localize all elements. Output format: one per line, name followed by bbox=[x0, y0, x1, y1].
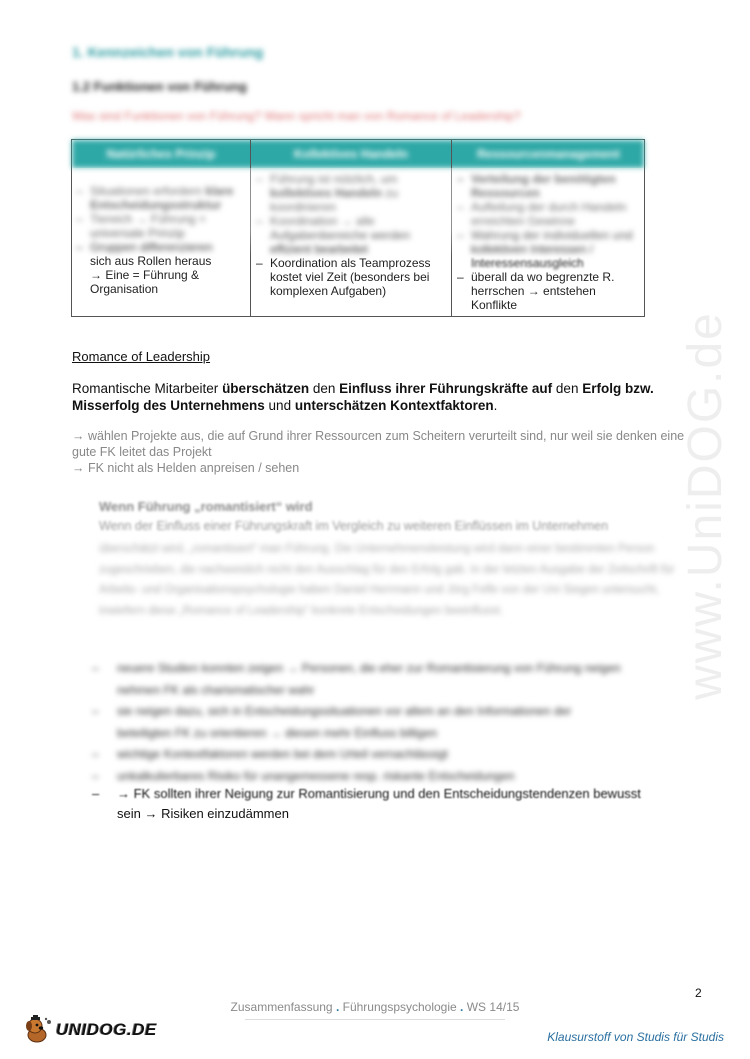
table-header-cell: Natürliches Prinzip bbox=[106, 147, 216, 161]
list-item: – wichtige Kontextfaktoren werden bei dem Urteil vernachlässigt bbox=[92, 747, 448, 761]
list-item: – Koordination als Teamprozess kostet viel Zeit (besonders bei komplexen Aufgaben) bbox=[256, 256, 431, 298]
romance-definition: Romantische Mitarbeiter überschätzen den Einfluss ihrer Führungskräfte auf den Erfolg bzw. Misserfolg des Unternehmens und unterschätzen Kontextfaktoren. bbox=[72, 381, 654, 413]
list-item-continuation: sein → Risiken einzudämmen bbox=[117, 806, 289, 821]
page-number: 2 bbox=[695, 986, 702, 1000]
list-item: – Wahrung der individuellen und kollektiven Interessen / bbox=[457, 228, 633, 256]
footer-text: Zusammenfassung . Führungspsychologie . WS 14/15 bbox=[230, 1000, 520, 1014]
list-item: – Gruppen differenzieren bbox=[76, 240, 213, 254]
table-divider bbox=[451, 140, 452, 316]
unidog-logo bbox=[22, 1013, 157, 1047]
footer-tagline: Klausurstoff von Studis für Studis bbox=[547, 1030, 724, 1044]
romance-heading: Romance of Leadership bbox=[72, 349, 211, 364]
quote-body: überschätzt wird, „romantisiert“ man Führung. Die Unternehmensleistung wird dann einer bestimmten Person zugeschrieben, die nachweislich nicht den Ausschlag für den Erfolg gab. In der letzten Ausgabe der Zeitschrift für Arbeits- und Organisationspsychologie haben Daniel Herrmann und Jörg Felfe von der Uni Siegen untersucht, inwiefern diese „Romance of Leadership“ konkrete Entscheidungen beeinflusst. bbox=[99, 543, 675, 617]
list-item: – Aufteilung der durch Handeln erreichten Gewinne bbox=[457, 200, 627, 228]
list-item-continuation: beteiligten FK zu orientieren → diesen mehr Einfluss billigen bbox=[117, 725, 438, 740]
logo-wordmark: UNIDOG.DE bbox=[56, 1020, 157, 1039]
table-header-cell: Kollektives Handeln bbox=[293, 147, 409, 161]
list-item-continuation: nehmen FK als charismatischer wahr bbox=[117, 682, 315, 697]
list-item-continuation: sich aus Rollen heraus bbox=[90, 254, 212, 268]
consequence-note: → wählen Projekte aus, die auf Grund ihrer Ressourcen zum Scheitern verurteilt sind, nur weil sie denken eine gute FK leitet das Projekt bbox=[72, 429, 685, 459]
list-item: – sie neigen dazu, sich in Entscheidungssituationen vor allem an den Informationen der bbox=[92, 704, 572, 718]
watermark: www.UniDOG.de bbox=[678, 310, 732, 700]
table-cell-resource-management bbox=[455, 172, 641, 312]
dog-mascot-icon bbox=[22, 1014, 54, 1046]
quote-title: Wenn Führung „romantisiert“ wird bbox=[99, 499, 313, 514]
section-heading: 1. Kennzeichen von Führung bbox=[72, 44, 264, 60]
list-item: – unkalkulierbares Risiko für unangemessene resp. riskante Entscheidungen bbox=[92, 768, 515, 783]
consequence-note: → FK nicht als Helden anpreisen / sehen bbox=[72, 461, 300, 475]
list-item-continuation: → Eine = Führung & Organisation bbox=[90, 268, 200, 296]
list-item: – Tiereich → Führung = universale Prinzip bbox=[76, 212, 206, 240]
subsection-heading: 1.2 Funktionen von Führung bbox=[72, 79, 247, 94]
table-header-cell: Ressourcenmanagement bbox=[477, 147, 620, 161]
list-item: – → FK sollten ihrer Neigung zur Romantisierung und den Entscheidungstendenzen bewusst bbox=[92, 786, 641, 801]
list-item: – Situationen erfordern klare Entscheidungsstruktur bbox=[76, 184, 234, 212]
list-item: – Führung ist nützlich, um kollektives Handeln zu koordinieren bbox=[256, 172, 399, 214]
table-header-row bbox=[72, 140, 644, 168]
list-item: – Koordination → alle Aufgabenbereiche werden effizient bearbeitet bbox=[256, 214, 411, 256]
table-divider bbox=[250, 140, 251, 316]
question-text: Was sind Funktionen von Führung? Wann spricht man von Romance of Leadership? bbox=[72, 109, 521, 123]
list-item-continuation: Interessensausgleich bbox=[471, 256, 584, 270]
functions-table bbox=[71, 139, 645, 317]
consequence-notes bbox=[72, 428, 692, 476]
footer-divider bbox=[245, 1019, 505, 1020]
final-recommendation bbox=[92, 784, 712, 824]
quote-first-line: Wenn der Einfluss einer Führungskraft im Vergleich zu weiteren Einflüssen im Unternehmen bbox=[99, 519, 609, 533]
findings-list bbox=[92, 658, 712, 787]
table-cell-collective-action bbox=[254, 172, 448, 298]
table-cell-natural-principle bbox=[74, 184, 246, 296]
list-item: – Verteilung der benötigten Ressourcen bbox=[457, 172, 616, 200]
list-item: – überall da wo begrenzte R. herrschen → entstehen Konflikte bbox=[457, 270, 615, 312]
list-item: – neuere Studien konnten zeigen → Personen, die eher zur Romantisierung von Führung neigen bbox=[92, 661, 621, 675]
